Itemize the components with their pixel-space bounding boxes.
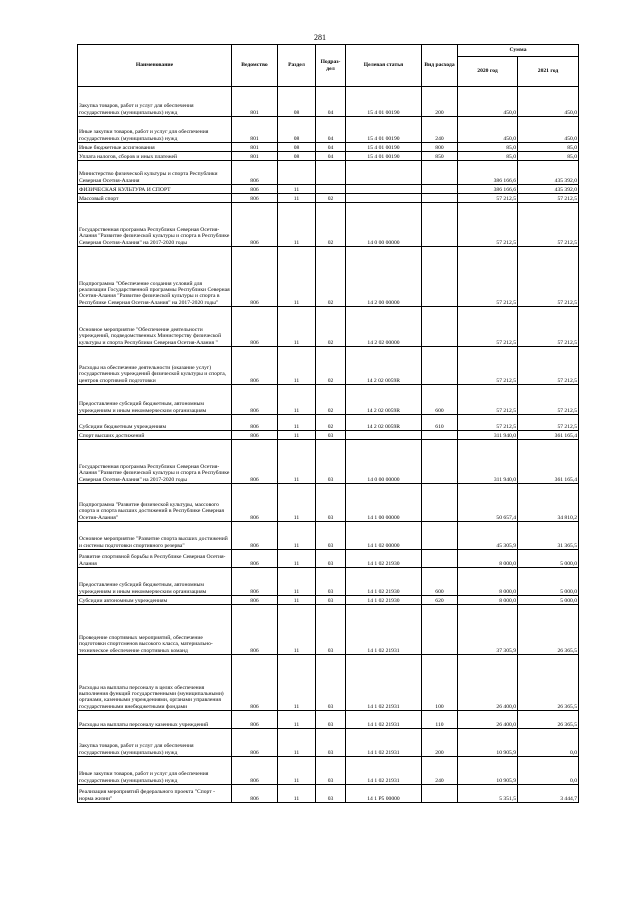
row-target: 14 2 02 0059R (346, 415, 422, 431)
row-subsection: 03 (316, 431, 346, 440)
row-target: 14 2 02 00000 (346, 307, 422, 347)
row-name: Проведение спортивных мероприятий, обеспечение подготовки спортсменов высокого класса, материально-техническое обеспечение спортивных команд (78, 605, 232, 655)
row-dept: 801 (232, 143, 278, 152)
row-dept: 806 (232, 550, 278, 568)
table-row (78, 152, 579, 161)
row-sum-2021: 0,0 (518, 757, 579, 785)
row-dept: 806 (232, 605, 278, 655)
row-dept: 801 (232, 87, 278, 117)
table-row (78, 440, 579, 484)
row-sum-2020: 450,0 (458, 117, 518, 143)
table-row (78, 596, 579, 605)
row-section: 11 (278, 440, 316, 484)
row-name: Расходы на обеспечение деятельности (оказание услуг) государственных учреждений физической культуры и спорта, центров спортивной подготовки (78, 347, 232, 385)
row-target: 14 1 02 21930 (346, 550, 422, 568)
row-name: Предоставление субсидий бюджетным, автономным учреждениям и иным некоммерческим организациям (78, 385, 232, 415)
row-sum-2021: 31 365,5 (518, 522, 579, 550)
row-target (346, 185, 422, 194)
row-target (346, 194, 422, 203)
row-target: 14 1 02 21930 (346, 568, 422, 596)
table-row (78, 484, 579, 522)
row-section: 11 (278, 203, 316, 247)
row-sum-2021: 5 000,0 (518, 568, 579, 596)
row-dept: 806 (232, 194, 278, 203)
row-subsection: 02 (316, 385, 346, 415)
row-section: 11 (278, 247, 316, 307)
row-section (278, 161, 316, 185)
row-name: Иные бюджетные ассигнования (78, 143, 232, 152)
row-target: 15 4 01 00190 (346, 152, 422, 161)
row-sum-2020: 10 905,9 (458, 729, 518, 757)
row-sum-2021: 361 165,4 (518, 440, 579, 484)
row-subsection: 03 (316, 757, 346, 785)
row-expense-type: 240 (422, 757, 458, 785)
row-name: Предоставление субсидий бюджетным, автономным учреждениям и иным некоммерческим организациям (78, 568, 232, 596)
table-row (78, 161, 579, 185)
page-number: 281 (314, 33, 326, 42)
row-expense-type: 240 (422, 117, 458, 143)
row-subsection: 03 (316, 785, 346, 803)
table-row (78, 117, 579, 143)
row-expense-type (422, 440, 458, 484)
row-dept: 806 (232, 307, 278, 347)
table-row (78, 522, 579, 550)
row-target: 14 1 02 00000 (346, 522, 422, 550)
table-row (78, 415, 579, 431)
row-sum-2021: 85,0 (518, 152, 579, 161)
row-expense-type (422, 605, 458, 655)
row-section: 11 (278, 431, 316, 440)
row-target: 14 1 02 21931 (346, 729, 422, 757)
row-dept: 806 (232, 522, 278, 550)
row-target: 14 1 02 21930 (346, 596, 422, 605)
row-subsection: 02 (316, 347, 346, 385)
row-sum-2020: 311 940,0 (458, 431, 518, 440)
row-sum-2021: 26 365,5 (518, 605, 579, 655)
row-sum-2020: 26 400,0 (458, 655, 518, 711)
row-subsection: 04 (316, 143, 346, 152)
row-expense-type (422, 185, 458, 194)
row-sum-2020: 10 905,9 (458, 757, 518, 785)
row-subsection: 03 (316, 522, 346, 550)
header-sum: Сумма (458, 45, 579, 57)
row-subsection: 03 (316, 568, 346, 596)
table-header (78, 45, 579, 87)
row-sum-2020: 45 305,9 (458, 522, 518, 550)
row-target: 14 2 02 0059R (346, 347, 422, 385)
row-expense-type: 600 (422, 568, 458, 596)
table-row (78, 711, 579, 729)
header-dept: Ведомство (232, 45, 278, 87)
row-name: Уплата налогов, сборов и иных платежей (78, 152, 232, 161)
row-subsection: 03 (316, 440, 346, 484)
row-sum-2021: 450,0 (518, 87, 579, 117)
row-dept: 806 (232, 203, 278, 247)
row-name: Государственная программа Республики Северная Осетия-Алания "Развитие физической культуры и спорта в Республике Северная Осетия-Алания" на 2017-2020 годы (78, 203, 232, 247)
row-section: 11 (278, 550, 316, 568)
row-dept: 806 (232, 484, 278, 522)
row-expense-type (422, 550, 458, 568)
row-name: Закупка товаров, работ и услуг для обеспечения государственных (муниципальных) нужд (78, 729, 232, 757)
row-target (346, 161, 422, 185)
row-name: Субсидии бюджетным учреждениям (78, 415, 232, 431)
table-row (78, 307, 579, 347)
row-name: Массовый спорт (78, 194, 232, 203)
row-section: 11 (278, 185, 316, 194)
row-section: 08 (278, 117, 316, 143)
row-sum-2020: 85,0 (458, 152, 518, 161)
row-expense-type: 110 (422, 711, 458, 729)
row-sum-2021: 85,0 (518, 143, 579, 152)
row-section: 11 (278, 522, 316, 550)
row-subsection: 02 (316, 194, 346, 203)
row-section: 11 (278, 785, 316, 803)
table-row (78, 194, 579, 203)
row-subsection: 04 (316, 87, 346, 117)
row-section: 11 (278, 194, 316, 203)
row-sum-2020: 57 212,5 (458, 194, 518, 203)
table-body (78, 87, 579, 803)
row-name: Субсидии автономным учреждениям (78, 596, 232, 605)
row-name: Подпрограмма "Развитие физической культуры, массового спорта и спорта высших достижений в Республике Северная Осетия-Алания" (78, 484, 232, 522)
row-sum-2021: 26 365,5 (518, 711, 579, 729)
row-subsection: 02 (316, 247, 346, 307)
row-expense-type (422, 431, 458, 440)
row-expense-type (422, 194, 458, 203)
row-target: 14 0 00 00000 (346, 203, 422, 247)
row-section: 11 (278, 347, 316, 385)
row-subsection (316, 161, 346, 185)
table-row (78, 729, 579, 757)
table-row (78, 655, 579, 711)
row-target: 15 4 01 00190 (346, 143, 422, 152)
row-dept: 801 (232, 117, 278, 143)
table-row (78, 605, 579, 655)
row-subsection: 02 (316, 415, 346, 431)
header-name: Наименование (78, 45, 232, 87)
row-name: Государственная программа Республики Северная Осетия-Алания "Развитие физической культуры и спорта в Республике Северная Осетия-Алания" на 2017-2020 годы (78, 440, 232, 484)
row-target: 14 1 02 21931 (346, 711, 422, 729)
row-dept: 806 (232, 385, 278, 415)
row-name: Иные закупки товаров, работ и услуг для обеспечения государственных (муниципальных) нужд (78, 757, 232, 785)
row-expense-type: 100 (422, 655, 458, 711)
row-target: 14 1 00 00000 (346, 484, 422, 522)
row-sum-2021: 57 212,5 (518, 194, 579, 203)
row-name: Закупка товаров, работ и услуг для обеспечения государственных (муниципальных) нужд (78, 87, 232, 117)
row-name: Расходы на выплаты персоналу в целях обеспечения выполнения функций государственными (муниципальными) органами, казенными учреждениями, органами управления государственными внебюджетными фондами (78, 655, 232, 711)
row-name: ФИЗИЧЕСКАЯ КУЛЬТУРА И СПОРТ (78, 185, 232, 194)
row-sum-2020: 37 305,9 (458, 605, 518, 655)
row-sum-2020: 57 212,5 (458, 385, 518, 415)
row-sum-2021: 57 212,5 (518, 203, 579, 247)
row-expense-type (422, 522, 458, 550)
row-sum-2020: 8 000,0 (458, 550, 518, 568)
table-row (78, 143, 579, 152)
row-sum-2020: 311 940,0 (458, 440, 518, 484)
row-subsection: 03 (316, 550, 346, 568)
row-dept: 806 (232, 161, 278, 185)
row-subsection: 03 (316, 605, 346, 655)
row-expense-type: 850 (422, 152, 458, 161)
row-expense-type: 200 (422, 87, 458, 117)
row-sum-2020: 8 000,0 (458, 596, 518, 605)
header-section: Раздел (278, 45, 316, 87)
header-2020: 2020 год (458, 57, 518, 87)
row-sum-2020: 450,0 (458, 87, 518, 117)
row-expense-type (422, 247, 458, 307)
row-subsection: 03 (316, 655, 346, 711)
table-row (78, 550, 579, 568)
row-section: 11 (278, 655, 316, 711)
row-target: 14 2 00 00000 (346, 247, 422, 307)
row-dept: 806 (232, 568, 278, 596)
row-dept: 806 (232, 711, 278, 729)
row-sum-2020: 85,0 (458, 143, 518, 152)
row-subsection: 03 (316, 729, 346, 757)
row-subsection: 04 (316, 117, 346, 143)
row-section: 11 (278, 596, 316, 605)
table-row (78, 87, 579, 117)
row-expense-type: 200 (422, 729, 458, 757)
row-dept: 806 (232, 431, 278, 440)
row-section: 08 (278, 87, 316, 117)
row-expense-type (422, 785, 458, 803)
row-target: 14 1 02 21931 (346, 605, 422, 655)
row-sum-2020: 5 351,5 (458, 785, 518, 803)
row-sum-2020: 57 212,5 (458, 415, 518, 431)
row-sum-2021: 5 000,0 (518, 596, 579, 605)
row-sum-2020: 50 657,4 (458, 484, 518, 522)
row-target (346, 431, 422, 440)
row-sum-2021: 435 392,0 (518, 185, 579, 194)
row-section: 11 (278, 711, 316, 729)
row-dept: 806 (232, 729, 278, 757)
row-sum-2020: 386 166,6 (458, 185, 518, 194)
row-dept: 806 (232, 757, 278, 785)
row-sum-2021: 5 000,0 (518, 550, 579, 568)
row-dept: 806 (232, 247, 278, 307)
row-section: 11 (278, 307, 316, 347)
row-sum-2020: 8 000,0 (458, 568, 518, 596)
row-subsection: 03 (316, 484, 346, 522)
row-name: Расходы на выплаты персоналу казенных учреждений (78, 711, 232, 729)
row-target: 15 4 01 00190 (346, 117, 422, 143)
row-sum-2021: 435 392,0 (518, 161, 579, 185)
row-expense-type: 620 (422, 596, 458, 605)
row-name: Министерство физической культуры и спорта Республики Северная Осетия-Алания (78, 161, 232, 185)
header-2021: 2021 год (518, 57, 579, 87)
row-sum-2021: 3 444,7 (518, 785, 579, 803)
header-subsection: Подраз- дел (316, 45, 346, 87)
row-dept: 806 (232, 785, 278, 803)
row-sum-2020: 57 212,5 (458, 347, 518, 385)
row-subsection: 02 (316, 203, 346, 247)
row-target: 14 1 P5 00000 (346, 785, 422, 803)
budget-table (77, 44, 579, 803)
row-sum-2021: 0,0 (518, 729, 579, 757)
row-target: 14 0 00 00000 (346, 440, 422, 484)
row-sum-2021: 361 165,4 (518, 431, 579, 440)
row-name: Основное мероприятие "Развитие спорта высших достижений и системы подготовки спортивного резерва" (78, 522, 232, 550)
row-sum-2020: 57 212,5 (458, 307, 518, 347)
table-row (78, 185, 579, 194)
row-sum-2021: 34 810,2 (518, 484, 579, 522)
row-target: 15 4 01 00190 (346, 87, 422, 117)
row-sum-2021: 57 212,5 (518, 307, 579, 347)
row-section: 08 (278, 143, 316, 152)
table-row (78, 431, 579, 440)
row-section: 11 (278, 484, 316, 522)
row-subsection: 02 (316, 307, 346, 347)
row-section: 11 (278, 415, 316, 431)
table-row (78, 568, 579, 596)
row-target: 14 2 02 0059R (346, 385, 422, 415)
row-sum-2021: 26 365,5 (518, 655, 579, 711)
row-expense-type (422, 203, 458, 247)
row-dept: 806 (232, 655, 278, 711)
row-expense-type (422, 161, 458, 185)
row-name: Основное мероприятие "Обеспечение деятельности учреждений, подведомственных Министерству физической культуры и спорта Республики Северная Осетия-Алания " (78, 307, 232, 347)
row-dept: 806 (232, 415, 278, 431)
row-dept: 806 (232, 596, 278, 605)
row-sum-2020: 57 212,5 (458, 247, 518, 307)
row-name: Развитие спортивной борьбы в Республике Северная Осетия-Алания (78, 550, 232, 568)
row-dept: 806 (232, 347, 278, 385)
row-expense-type (422, 347, 458, 385)
row-section: 11 (278, 568, 316, 596)
row-name: Подпрограмма "Обеспечение создания условий для реализации Государственной программы Республики Северная Осетия-Алания "Развитие физической культуры и спорта в Республике Северная Осетия-Алания" на 2017-2020 годы" (78, 247, 232, 307)
row-section: 11 (278, 757, 316, 785)
row-subsection: 03 (316, 711, 346, 729)
row-sum-2021: 57 212,5 (518, 385, 579, 415)
row-section: 11 (278, 385, 316, 415)
row-dept: 806 (232, 440, 278, 484)
row-sum-2020: 57 212,5 (458, 203, 518, 247)
row-target: 14 1 02 21931 (346, 757, 422, 785)
header-target: Целевая статья (346, 45, 422, 87)
table-row (78, 757, 579, 785)
row-sum-2020: 386 166,6 (458, 161, 518, 185)
header-expense-type: Вид расхода (422, 45, 458, 87)
row-target: 14 1 02 21931 (346, 655, 422, 711)
table-row (78, 385, 579, 415)
table-row (78, 247, 579, 307)
row-subsection: 04 (316, 152, 346, 161)
row-expense-type (422, 484, 458, 522)
row-expense-type: 600 (422, 385, 458, 415)
row-sum-2021: 57 212,5 (518, 347, 579, 385)
table-row (78, 203, 579, 247)
row-dept: 806 (232, 185, 278, 194)
row-name: Реализация мероприятий федерального проекта "Спорт - норма жизни" (78, 785, 232, 803)
row-name: Спорт высших достижений (78, 431, 232, 440)
row-expense-type (422, 307, 458, 347)
table-row (78, 785, 579, 803)
row-sum-2020: 26 400,0 (458, 711, 518, 729)
row-section: 11 (278, 729, 316, 757)
row-section: 11 (278, 605, 316, 655)
row-expense-type: 800 (422, 143, 458, 152)
row-subsection (316, 185, 346, 194)
row-sum-2021: 450,0 (518, 117, 579, 143)
row-sum-2021: 57 212,5 (518, 415, 579, 431)
table-row (78, 347, 579, 385)
row-expense-type: 610 (422, 415, 458, 431)
row-sum-2021: 57 212,5 (518, 247, 579, 307)
row-name: Иные закупки товаров, работ и услуг для обеспечения государственных (муниципальных) нужд (78, 117, 232, 143)
row-section: 08 (278, 152, 316, 161)
row-dept: 801 (232, 152, 278, 161)
row-subsection: 03 (316, 596, 346, 605)
